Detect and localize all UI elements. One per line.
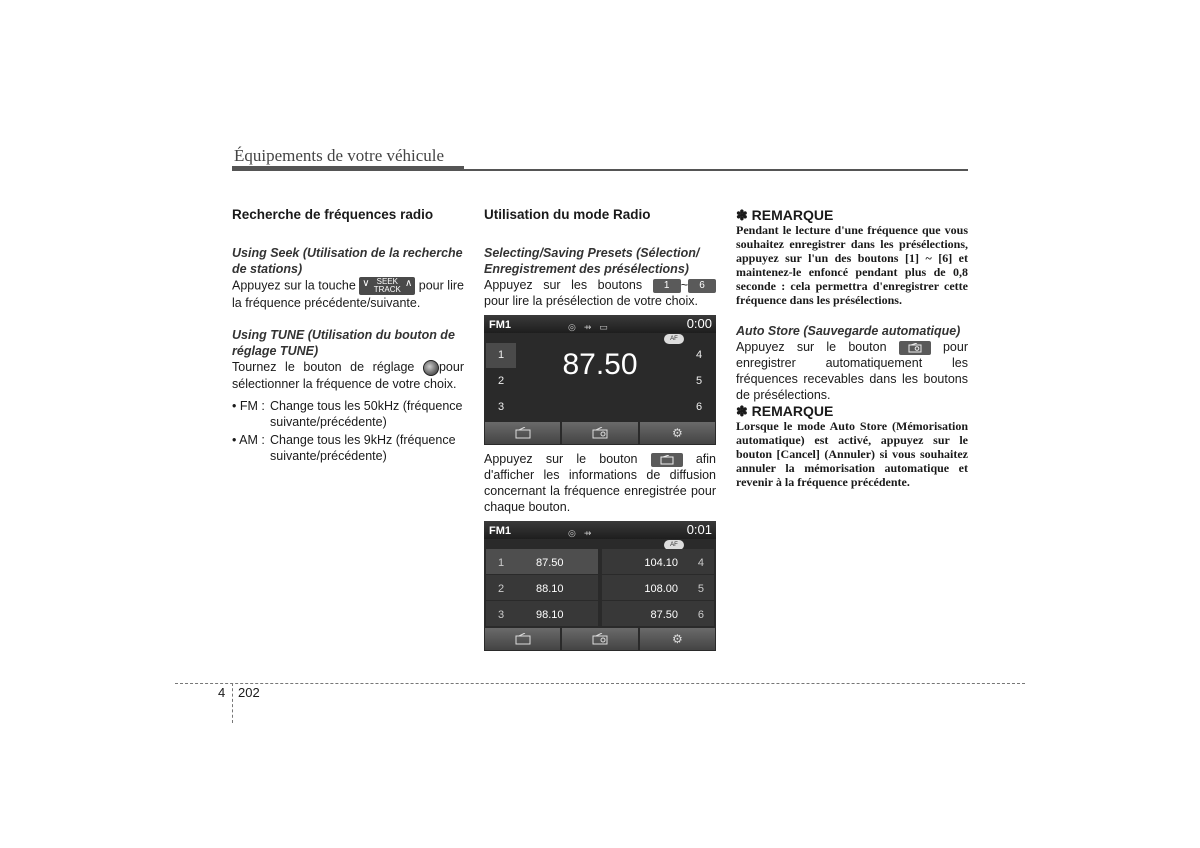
preset-slot-6[interactable]: [602, 601, 714, 626]
preset-slot-5[interactable]: [602, 575, 714, 600]
remark-body-2: Lorsque le mode Auto Store (Mémorisation automatique) est activé, appuyez sur le bouton [Cancel] (Annuler) si vous souhaitez annuler la mémorisation automatique et revenir à la fréquence précédente.: [736, 419, 968, 489]
list-item: [232, 432, 464, 464]
tune-bullet-list: [232, 398, 464, 464]
slot-frequency: 98.10: [536, 609, 564, 621]
usb-icon: ⇸: [583, 528, 600, 538]
slot-frequency: 87.50: [650, 609, 678, 621]
track-label: TRACK: [373, 285, 401, 294]
preset-5[interactable]: 5: [695, 375, 703, 387]
radio-screen-presets: [484, 521, 716, 651]
bullet-text: Change tous les 9kHz (fréquence suivante/précédente): [270, 432, 456, 463]
screen-toolbar: [485, 628, 715, 650]
seek-text-b: pour lire la fréquence précédente/suivante.: [232, 278, 464, 310]
right-column: [736, 207, 968, 489]
info-button-image: [651, 453, 683, 467]
seek-label: SEEK: [376, 277, 398, 286]
chevron-up-icon: ∧: [404, 278, 413, 289]
tilde: ~: [680, 278, 688, 292]
info-text-b: afin d'afficher les informations de diffusion concernant la fréquence enregistrée pour chaque bouton.: [484, 452, 716, 514]
left-column: [232, 207, 464, 466]
preset-slot-4[interactable]: [602, 549, 714, 574]
preset-1-button-image: 1: [653, 279, 681, 293]
autostore-button[interactable]: [562, 628, 637, 650]
chevron-down-icon: ∨: [362, 278, 370, 289]
usb-icon: ⇸: [583, 322, 600, 332]
info-text-a: Appuyez sur le bouton: [484, 452, 638, 466]
band-label: FM1: [489, 525, 511, 537]
autostore-button[interactable]: [562, 422, 637, 444]
slot-number: 5: [697, 583, 704, 595]
presets-subheading: Selecting/Saving Presets (Sélection/ Enregistrement des présélections): [484, 246, 700, 276]
section-heading-radio-mode: Utilisation du mode Radio: [484, 207, 651, 222]
tune-text-b: pour sélectionner la fréquence de votre choix.: [232, 360, 464, 391]
presets-text-a: Appuyez sur les boutons: [484, 278, 643, 292]
preset-3[interactable]: 3: [497, 401, 505, 413]
af-badge: AF: [664, 540, 684, 550]
slot-number: 6: [697, 609, 704, 621]
page-number: 202: [238, 685, 260, 700]
autostore-paragraph: [736, 339, 968, 403]
header-rule-thin: [464, 169, 968, 171]
radio-screen-main: [484, 315, 716, 445]
gear-icon: ⚙: [671, 426, 683, 440]
preset-slot-2[interactable]: [486, 575, 598, 600]
screen-status-bar: [484, 521, 716, 539]
chapter-number: 4: [218, 685, 226, 700]
radio-autostore-icon: [908, 343, 922, 353]
presets-paragraph: [484, 277, 716, 309]
footer-divider: [232, 683, 233, 723]
disc-icon: ◎: [568, 322, 584, 332]
seek-track-button-image: [359, 277, 415, 295]
preset-row: [486, 549, 714, 575]
bullet-head: • FM :: [232, 398, 265, 413]
status-icons: [568, 525, 599, 541]
clock: 0:00: [686, 316, 712, 331]
seek-text-a: Appuyez sur la touche: [232, 278, 356, 293]
preset-6[interactable]: 6: [695, 401, 703, 413]
preset-4[interactable]: 4: [695, 349, 703, 361]
remark-body-1: Pendant le lecture d'une fréquence que vous souhaitez enregistrer dans les présélections, appuyez sur l'un des boutons [1] ~ [6] et maintenez-le enfoncé pendant plus de 0,8 seconde : cela permettra d'enregistrer cette fréquence dans les présélections.: [736, 223, 968, 307]
section-heading-search: Recherche de fréquences radio: [232, 207, 434, 222]
settings-button[interactable]: [640, 628, 715, 650]
radio-info-icon: [515, 633, 531, 645]
disc-icon: ◎: [568, 528, 584, 538]
frequency-display: 87.50: [562, 348, 638, 381]
radio-autostore-icon: [592, 633, 608, 645]
band-label: FM1: [489, 319, 511, 331]
autostore-subheading: Auto Store (Sauvegarde automatique): [736, 324, 961, 338]
preset-6-button-image: 6: [688, 279, 716, 293]
preset-2[interactable]: 2: [497, 375, 505, 387]
radio-info-icon: [515, 427, 531, 439]
info-paragraph: [484, 451, 716, 515]
slot-frequency: 88.10: [536, 583, 564, 595]
seek-subheading: Using Seek (Utilisation de la recherche de stations): [232, 246, 463, 276]
page-header-title: Équipements de votre véhicule: [234, 146, 445, 165]
radio-info-icon: [660, 455, 674, 465]
tune-subheading: Using TUNE (Utilisation du bouton de réglage TUNE): [232, 328, 455, 358]
preset-1[interactable]: 1: [486, 343, 516, 368]
slot-frequency: 104.10: [644, 557, 678, 569]
slot-frequency: 87.50: [536, 557, 564, 569]
info-button[interactable]: [485, 422, 560, 444]
bullet-head: • AM :: [232, 432, 265, 447]
autostore-button-image: [899, 341, 931, 355]
slot-frequency: 108.00: [644, 583, 678, 595]
tune-knob-icon: [423, 360, 439, 376]
presets-text-b: pour lire la présélection de votre choix.: [484, 294, 699, 308]
preset-slot-3[interactable]: [486, 601, 598, 626]
footer-rule: [175, 683, 1025, 684]
clock: 0:01: [686, 522, 712, 537]
preset-list: [486, 549, 714, 627]
tune-text-a: Tournez le bouton de réglage: [232, 360, 415, 374]
battery-icon: ▭: [599, 322, 616, 332]
list-item: [232, 398, 464, 430]
preset-row: [486, 575, 714, 601]
radio-autostore-icon: [592, 427, 608, 439]
autostore-text-a: Appuyez sur le bouton: [736, 340, 887, 354]
slot-number: 4: [697, 557, 704, 569]
slot-number: 3: [498, 609, 505, 621]
preset-row: [486, 601, 714, 627]
seek-paragraph: [232, 277, 464, 311]
bullet-text: Change tous les 50kHz (fréquence suivante/précédente): [270, 398, 463, 429]
status-icons: [568, 319, 616, 335]
tune-paragraph: [232, 359, 464, 392]
remark-title-2: ✽ REMARQUE: [736, 403, 834, 419]
middle-column: [484, 207, 716, 657]
info-button[interactable]: [485, 628, 560, 650]
autostore-text-b: pour enregistrer automatiquement les fréquences recevables dans les boutons de présélections.: [736, 340, 968, 402]
gear-icon: ⚙: [671, 632, 683, 646]
remark-title-1: ✽ REMARQUE: [736, 207, 834, 223]
header-rule-thick: [232, 166, 464, 171]
screen-toolbar: [485, 422, 715, 444]
preset-slot-1[interactable]: [486, 549, 598, 574]
slot-number: 1: [498, 557, 505, 569]
slot-number: 2: [498, 583, 505, 595]
settings-button[interactable]: [640, 422, 715, 444]
af-badge: AF: [664, 334, 684, 344]
